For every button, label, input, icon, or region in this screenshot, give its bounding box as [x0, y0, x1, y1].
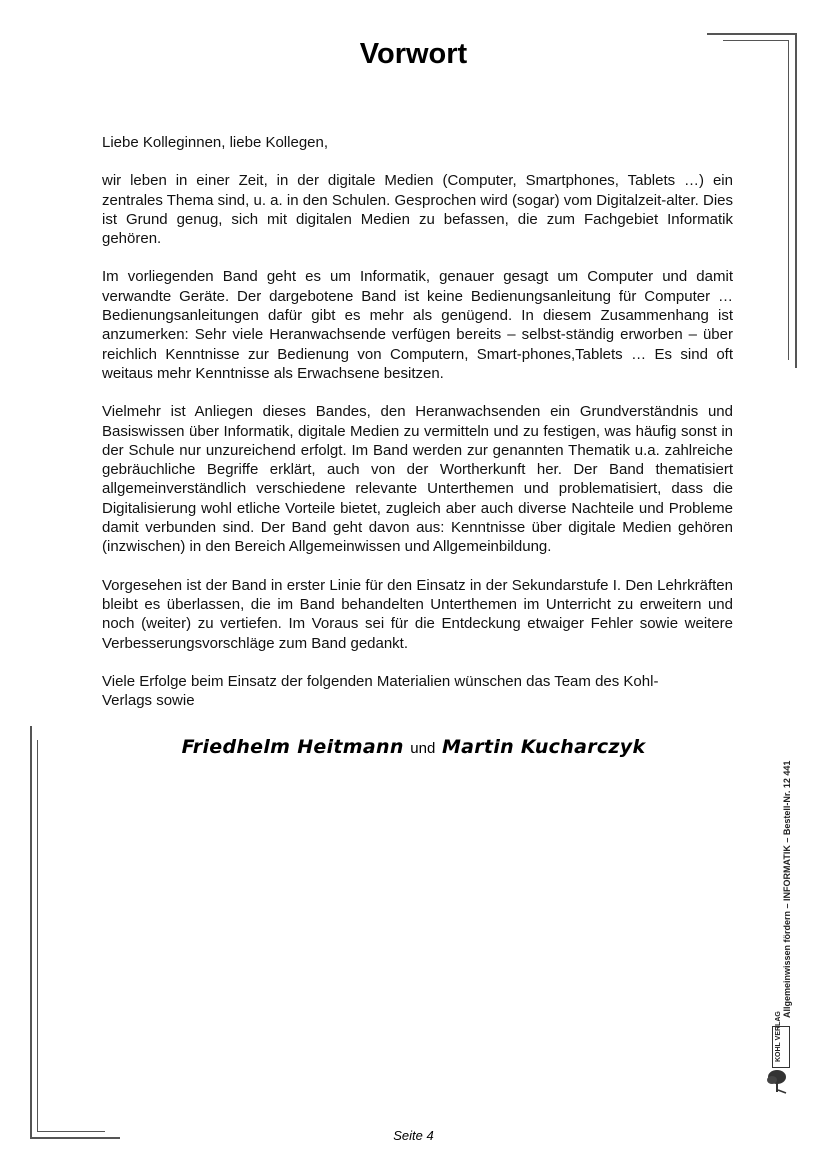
page-number: Seite 4	[393, 1128, 434, 1143]
tree-logo-icon	[766, 1068, 788, 1094]
closing: Viele Erfolge beim Einsatz der folgenden Materialien wünschen das Team des Kohl-Verlags sowie	[102, 672, 659, 710]
author-2: Martin Kucharczyk	[441, 736, 646, 758]
publisher-logo-text: KOHL VERLAG	[775, 1011, 782, 1062]
side-margin-text: Allgemeinwissen fördern – INFORMATIK – Bestell-Nr. 12 441	[782, 760, 792, 1018]
signature-conjunction: und	[410, 740, 436, 757]
signature	[0, 736, 827, 758]
frame-left-vertical-inner	[37, 740, 38, 1132]
paragraph-4: Vorgesehen ist der Band in erster Linie für den Einsatz in der Sekundarstufe I. Den Lehrkräften bleibt es überlassen, die im Band behandelten Unterthemen im Unterricht zu erweitern und noch (weiter) zu vertiefen. Im Voraus sei für die Entdeckung etwaiger Fehler sowie weitere Verbesserungsvorschläge zum Band gedankt.	[102, 576, 733, 652]
paragraph-3: Vielmehr ist Anliegen dieses Bandes, den Heranwachsenden ein Grundverständnis und Basiswissen über Informatik, digitale Medien zu vermitteln und zu festigen, was häufig sonst in der Schule nur unzureichend erfolgt. Im Band werden zur genannten Thematik u.a. zahlreiche gebräuchliche Begriffe erklärt, auch von der Wortherkunft her. Der Band thematisiert allgemeinverständlich verschiedene relevante Unterthemen und problematisiert, dass die Digitalisierung wohl etliche Vorteile bietet, zugleich aber auch diverse Nachteile und Probleme damit verbunden sind. Der Band geht davon aus: Kenntnisse über digitale Medien gehören (inzwischen) in den Bereich Allgemeinwissen und Allgemeinbildung.	[102, 403, 733, 556]
frame-right-vertical-outer	[795, 33, 797, 368]
frame-top-right-line-outer	[707, 33, 797, 35]
frame-left-vertical-outer	[30, 726, 32, 1138]
paragraph-2: Im vorliegenden Band geht es um Informatik, genauer gesagt um Computer und damit verwandte Geräte. Der dargebotene Band ist keine Bedienungsanleitung für Computer … Bedienungsanleitungen dafür gibt es mehr als genügend. In diesem Zusammenhang ist anzumerken: Sehr viele Heranwachsende verfügen bereits – selbst-ständig erworben – über reichlich Kenntnisse zur Bedienung von Computern, Smart-phones,Tablets … Es sind oft weitaus mehr Kenntnisse als Erwachsene besitzen.	[102, 268, 733, 382]
author-1: Friedhelm Heitmann	[181, 736, 404, 758]
frame-right-vertical-inner	[788, 40, 789, 360]
page-title: Vorwort	[359, 38, 468, 70]
salutation: Liebe Kolleginnen, liebe Kollegen,	[102, 134, 329, 151]
paragraph-1: wir leben in einer Zeit, in der digitale Medien (Computer, Smartphones, Tablets …) ein zentrales Thema sind, u. a. in den Schulen. Gesprochen wird (sogar) vom Digitalzeit-alter. Dies ist Grund genug, sich mit digitalen Medien zu befassen, die zum Fachgebiet Informatik gehören.	[102, 172, 733, 248]
preface-body	[102, 133, 733, 710]
